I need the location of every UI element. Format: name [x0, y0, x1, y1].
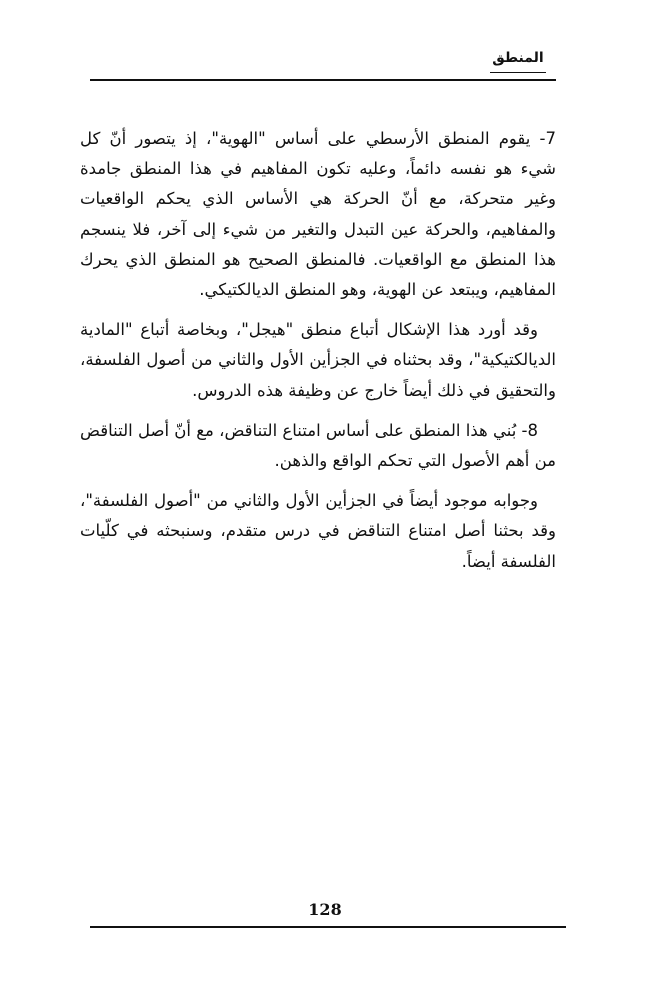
header-title-underline: [490, 72, 546, 73]
paragraph-8: 8- بُني هذا المنطق على أساس امتناع التناقض، مع أنّ أصل التناقض من أهم الأصول التي تحكم الواقع والذهن.: [80, 420, 556, 471]
page-number: 128: [308, 900, 342, 919]
paragraph-7: 7- يقوم المنطق الأرسطي على أساس "الهوية"، إذ يتصور أنّ كل شيء هو نفسه دائماً، وعليه تكون المفاهيم في هذا المنطق جامدة وغير متحركة، مع أنّ الحركة هي الأساس الذي يحكم الواقعيات والمفاهيم، والحركة عين التبدل والتغير من شيء إلى آخر، فلا ينسجم هذا المنطق مع الواقعيات. فالمنطق الصحيح هو المنطق الذي يحرك المفاهيم، ويبتعد عن الهوية، وهو المنطق الديالكتيكي.: [80, 129, 556, 300]
running-header-title: المنطق: [492, 50, 544, 66]
header-rule: [90, 79, 556, 81]
footer-rule: [90, 926, 566, 928]
paragraph-answer: وجوابه موجود أيضاً في الجزأين الأول والثاني من "أصول الفلسفة"، وقد بحثنا أصل امتناع التناقض في درس متقدم، وسنبحثه في كلّيات الفلسفة أيضاً.: [80, 491, 556, 571]
page-body: [80, 124, 556, 587]
paragraph-hegel: وقد أورد هذا الإشكال أتباع منطق "هيجل"، وبخاصة أتباع "المادية الديالكتيكية"، وقد بحثناه في الجزأين الأول والثاني من أصول الفلسفة، والتحقيق في ذلك أيضاً خارج عن وظيفة هذه الدروس.: [80, 320, 556, 400]
